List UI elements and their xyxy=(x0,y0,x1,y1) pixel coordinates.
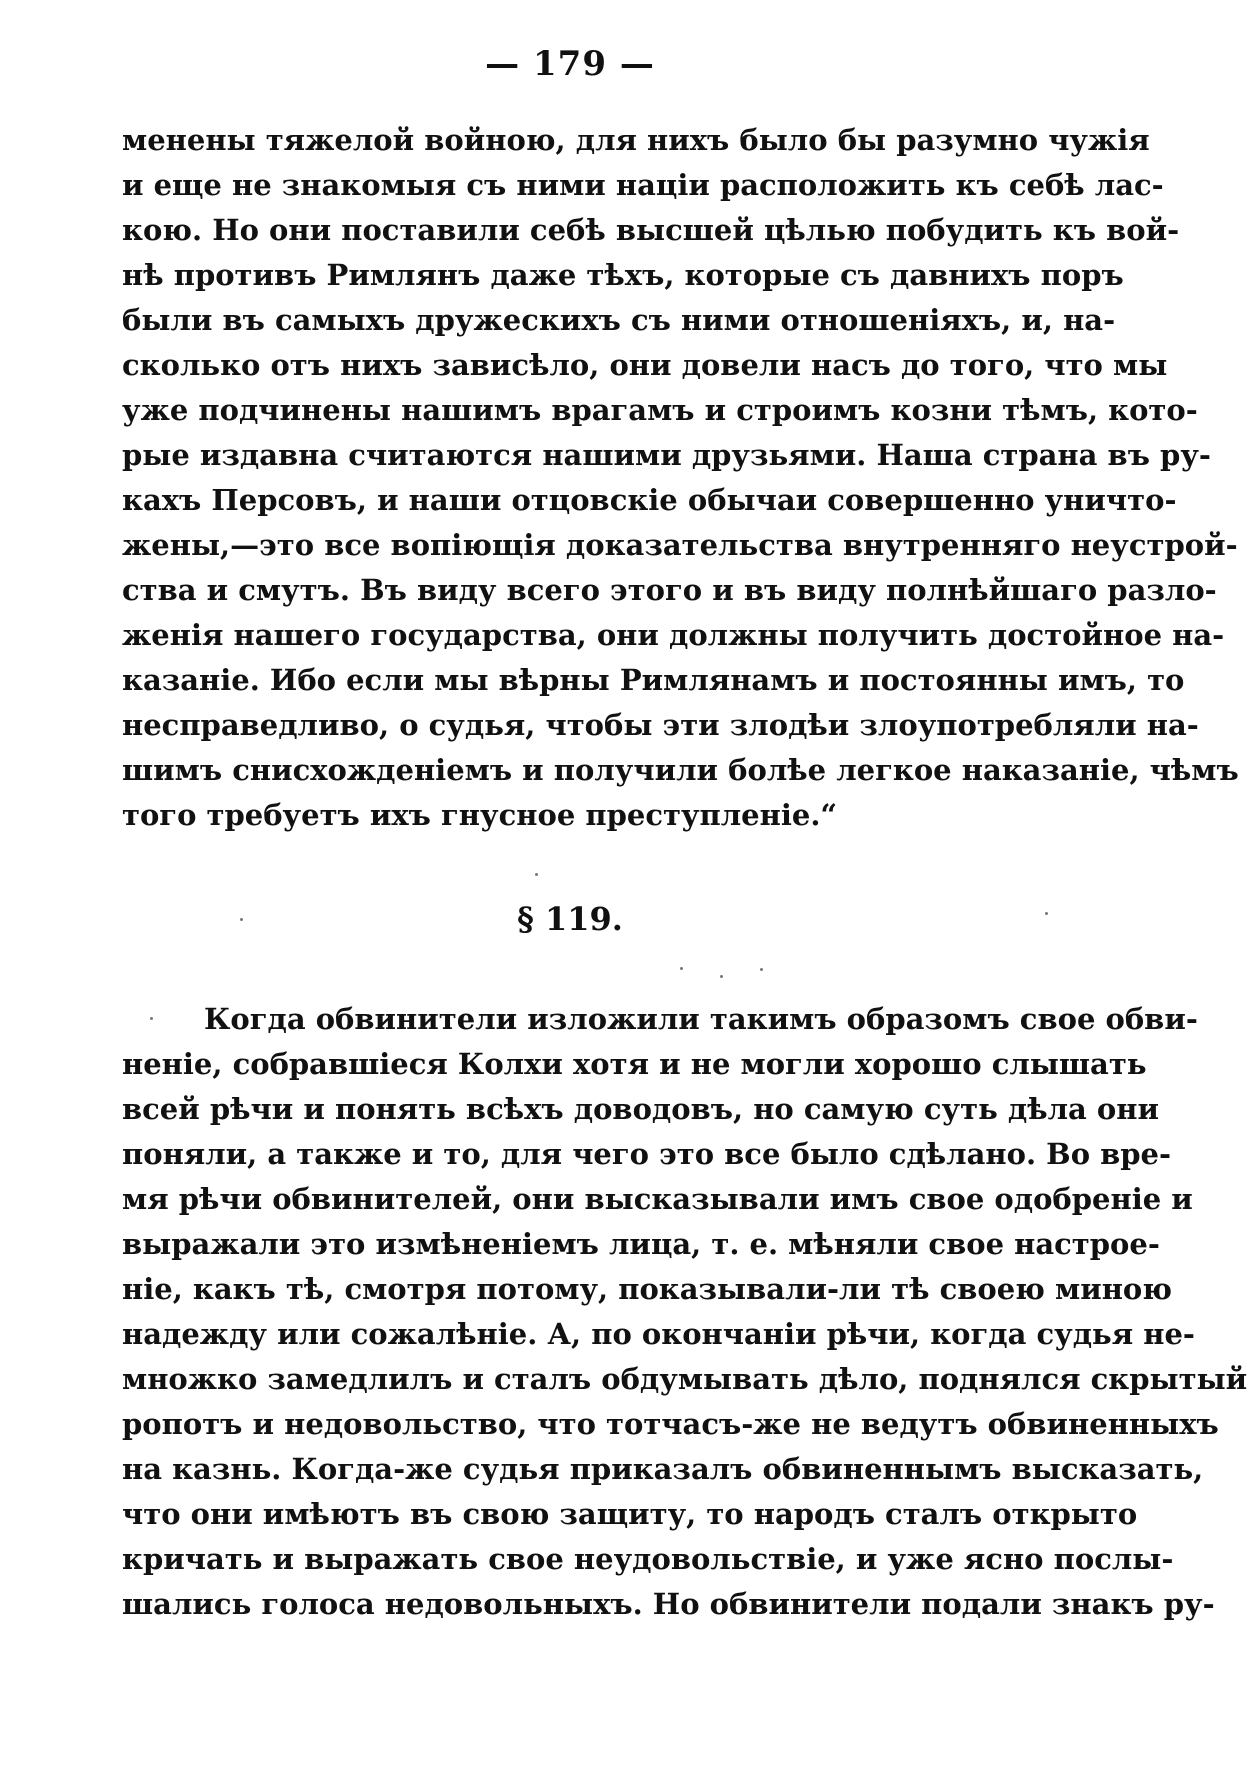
paragraph-line: ропотъ и недовольство, что тотчасъ-же не ведутъ обвиненныхъ xyxy=(122,1407,1219,1441)
paragraph-line: и еще не знакомыя съ ними націи расположить къ себѣ лас- xyxy=(122,168,1164,202)
paragraph-line: женія нашего государства, они должны получить достойное на- xyxy=(122,618,1225,652)
paragraph-line: сколько отъ нихъ зависѣло, они довели насъ до того, что мы xyxy=(122,348,1168,382)
paragraph-line: несправедливо, о судья, чтобы эти злодѣи злоупотребляли на- xyxy=(122,708,1199,742)
paragraph-line: кою. Но они поставили себѣ высшей цѣлью побудить къ вой- xyxy=(122,213,1180,247)
page-number: — 179 — xyxy=(485,44,655,84)
paragraph-line: шимъ снисхожденіемъ и получили болѣе легкое наказаніе, чѣмъ xyxy=(122,753,1239,787)
print-speck xyxy=(1045,912,1048,915)
paragraph-line: того требуетъ ихъ гнусное преступленіе.“ xyxy=(122,798,838,832)
print-speck xyxy=(150,1017,153,1020)
paragraph-line: поняли, а также и то, для чего это все было сдѣлано. Во вре- xyxy=(122,1137,1172,1171)
print-speck xyxy=(720,975,723,978)
paragraph-line: выражали это измѣненіемъ лица, т. е. мѣняли свое настрое- xyxy=(122,1227,1160,1261)
paragraph-line: нѣ противъ Римлянъ даже тѣхъ, которые съ давнихъ поръ xyxy=(122,258,1124,292)
paragraph-line: мя рѣчи обвинителей, они высказывали имъ свое одобреніе и xyxy=(122,1182,1193,1216)
paragraph-line: неніе, собравшіеся Колхи хотя и не могли хорошо слышать xyxy=(122,1047,1147,1081)
section-heading: § 119. xyxy=(517,900,623,938)
paragraph-line: что они имѣютъ въ свою защиту, то народъ сталъ открыто xyxy=(122,1497,1138,1531)
paragraph-line: были въ самыхъ дружескихъ съ ними отношеніяхъ, и, на- xyxy=(122,303,1116,337)
paragraph-line: кахъ Персовъ, и наши отцовскіе обычаи совершенно уничто- xyxy=(122,483,1177,517)
paragraph-line: множко замедлилъ и сталъ обдумывать дѣло, поднялся скрытый xyxy=(122,1362,1247,1396)
paragraph-1 xyxy=(122,118,1239,838)
paragraph-line: кричать и выражать свое неудовольствіе, и уже ясно послы- xyxy=(122,1542,1174,1576)
print-speck xyxy=(535,873,538,876)
print-speck xyxy=(680,967,683,970)
print-speck xyxy=(240,918,243,921)
paragraph-line: шались голоса недовольныхъ. Но обвинители подали знакъ ру- xyxy=(122,1587,1215,1621)
paragraph-line: на казнь. Когда-же судья приказалъ обвиненнымъ высказать, xyxy=(122,1452,1204,1486)
paragraph-line: надежду или сожалѣніе. А, по окончаніи рѣчи, когда судья не- xyxy=(122,1317,1195,1351)
paragraph-line: казаніе. Ибо если мы вѣрны Римлянамъ и постоянны имъ, то xyxy=(122,663,1185,697)
paragraph-line: уже подчинены нашимъ врагамъ и строимъ козни тѣмъ, кото- xyxy=(122,393,1198,427)
paragraph-line: ніе, какъ тѣ, смотря потому, показывали-ли тѣ своею миною xyxy=(122,1272,1173,1306)
paragraph-line: всей рѣчи и понять всѣхъ доводовъ, но самую суть дѣла они xyxy=(122,1092,1159,1126)
paragraph-line: ства и смутъ. Въ виду всего этого и въ виду полнѣйшаго разло- xyxy=(122,573,1217,607)
print-speck xyxy=(760,968,763,971)
paragraph-line: рые издавна считаются нашими друзьями. Наша страна въ ру- xyxy=(122,438,1211,472)
paragraph-line: Когда обвинители изложили такимъ образомъ свое обви- xyxy=(204,1002,1198,1036)
paragraph-line: менены тяжелой войною, для нихъ было бы разумно чужія xyxy=(122,123,1150,157)
paragraph-2 xyxy=(122,997,1247,1627)
paragraph-line: жены,—это все вопіющія доказательства внутренняго неустрой- xyxy=(122,528,1238,562)
